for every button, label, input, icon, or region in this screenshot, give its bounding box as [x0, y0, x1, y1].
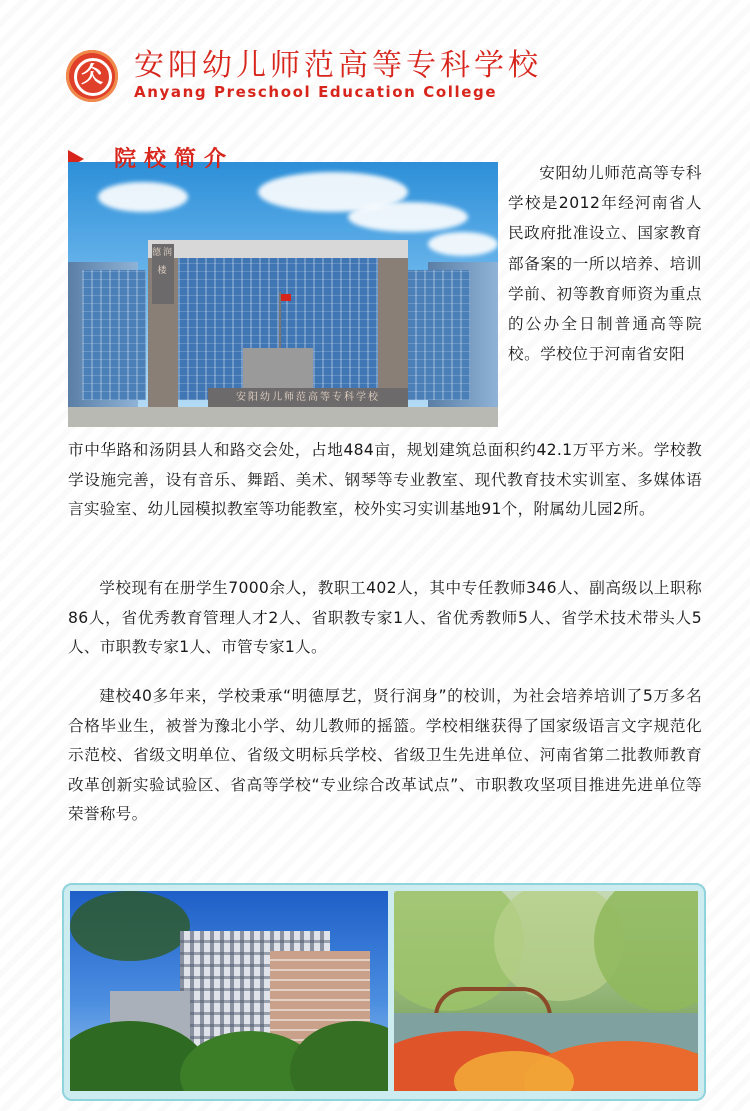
section-title: 院校简介	[114, 146, 235, 172]
campus-garden-photo	[394, 891, 698, 1091]
intro-paragraph-1-rest: 市中华路和汤阴县人和路交会处，占地484亩，规划建筑总面积约42.1万平方米。学校教学设施完善，设有音乐、舞蹈、美术、钢琴等专业教室、现代教育技术实训室、多媒体语言实验室、幼儿园模拟教室等功能教室，校外实习实训基地91个，附属幼儿园2所。	[68, 441, 702, 518]
campus-building-photo	[70, 891, 388, 1091]
intro-paragraph-1-top: 安阳幼儿师范高等专科学校是2012年经河南省人民政府批准设立、国家教育部备案的一所以培养、培训学前、初等教育师资为重点的公办全日制普通高等院校。学校位于河南省安阳	[508, 164, 702, 364]
main-building-photo	[68, 162, 498, 427]
school-name-cn: 安阳幼儿师范高等专科学校	[134, 48, 542, 83]
bottom-photo-frame	[62, 883, 706, 1101]
emblem-glyph: 仌	[80, 62, 103, 88]
intro-paragraph-3: 建校40多年来，学校秉承“明德厚艺，贤行润身”的校训，为社会培养培训了5万多名合格毕业生，被誉为豫北小学、幼儿教师的摇篮。学校相继获得了国家级语言文字规范化示范校、省级文明单位、省级文明标兵学校、省级卫生先进单位、河南省第二批教师教育改革创新实验试验区、省高等学校“专业综合改革试点”、市职教攻坚项目推进先进单位等荣誉称号。	[68, 687, 702, 823]
tower-sign: 德润楼	[152, 244, 174, 304]
school-name-en: Anyang Preschool Education College	[134, 83, 498, 101]
school-emblem-icon	[66, 50, 118, 102]
intro-paragraph-2: 学校现有在册学生7000余人，教职工402人，其中专任教师346人、副高级以上职称86人，省优秀教育管理人才2人、省职教专家1人、省优秀教师5人、省学术技术带头人5人、市职教专家1人、市管专家1人。	[68, 579, 702, 656]
gate-sign: 安阳幼儿师范高等专科学校	[208, 388, 408, 410]
